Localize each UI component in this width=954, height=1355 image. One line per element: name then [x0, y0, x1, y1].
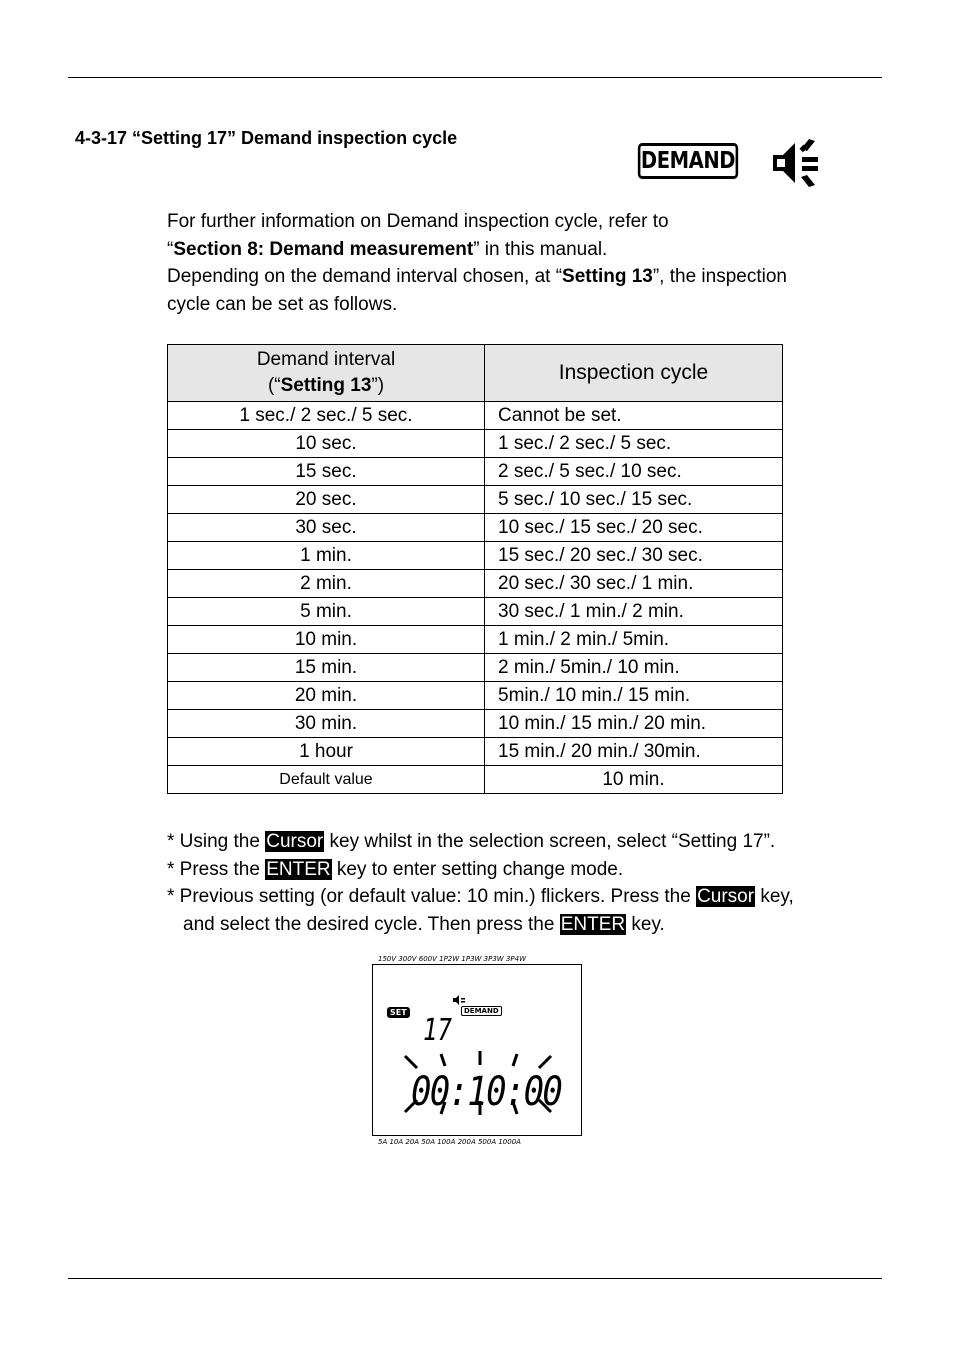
header-demand-interval-bold: Setting 13 — [280, 375, 372, 396]
table-row — [168, 738, 783, 766]
instruction-3 — [167, 883, 867, 911]
table-row — [168, 514, 783, 542]
section-heading: 4-3-17 “Setting 17” Demand inspection cycle — [75, 128, 458, 148]
speaker-icon — [771, 139, 821, 187]
instruction-1 — [167, 828, 867, 856]
cycle-cell: 20 sec./ 30 sec./ 1 min. — [485, 570, 783, 598]
instruction-3-pre: * Previous setting (or default value: 10 min.) flickers. Press the — [167, 886, 697, 907]
instruction-2-pre: * Press the — [167, 858, 266, 880]
table-body — [168, 402, 783, 794]
intro-line-1: For further information on Demand inspection cycle, refer to — [167, 211, 669, 232]
header-demand-interval-post: ”) — [371, 375, 385, 396]
instruction-2 — [167, 856, 867, 884]
lcd-cycle-value: 00:10:00 — [411, 1069, 562, 1115]
default-label-cell: Default value — [168, 766, 485, 794]
cycle-cell: 1 min./ 2 min./ 5min. — [485, 626, 783, 654]
header-demand-interval-pre: (“ — [267, 375, 281, 396]
interval-cell: 20 min. — [168, 682, 485, 710]
inspection-cycle-table — [167, 344, 783, 794]
cursor-key-label: Cursor — [266, 831, 324, 852]
lcd-screen — [372, 964, 582, 1136]
cycle-cell: 5min./ 10 min./ 15 min. — [485, 682, 783, 710]
cycle-cell: 10 min./ 15 min./ 20 min. — [485, 710, 783, 738]
header-demand-interval — [168, 345, 485, 402]
demand-badge-label: DEMAND — [640, 148, 736, 174]
interval-cell: 15 sec. — [168, 458, 485, 486]
intro-line-2-post: ” in this manual. — [473, 238, 608, 260]
lcd-current-labels: 5A 10A 20A 50A 100A 200A 500A 1000A — [378, 1138, 521, 1146]
interval-cell: 1 hour — [168, 738, 485, 766]
table-row — [168, 598, 783, 626]
header-demand-interval-line1: Demand interval — [256, 349, 396, 370]
lcd-display-illustration — [372, 955, 584, 1147]
cycle-cell: 2 min./ 5min./ 10 min. — [485, 654, 783, 682]
table-row — [168, 570, 783, 598]
interval-cell: 15 min. — [168, 654, 485, 682]
interval-cell: 1 sec./ 2 sec./ 5 sec. — [168, 402, 485, 430]
table-row — [168, 654, 783, 682]
instruction-4-post: key. — [626, 913, 665, 935]
instruction-1-pre: * Using the — [167, 831, 266, 852]
demand-badge-icon — [638, 143, 738, 179]
cycle-cell: 30 sec./ 1 min./ 2 min. — [485, 598, 783, 626]
table-row — [168, 402, 783, 430]
intro-line-3-post: ”, the inspection — [652, 266, 787, 287]
cycle-cell: 15 min./ 20 min./ 30min. — [485, 738, 783, 766]
table-row — [168, 542, 783, 570]
cycle-cell: 15 sec./ 20 sec./ 30 sec. — [485, 542, 783, 570]
intro-line-3 — [167, 263, 867, 291]
intro-line-4: cycle can be set as follows. — [167, 293, 398, 315]
lcd-voltage-labels: 150V 300V 600V 1P2W 1P3W 3P3W 3P4W — [378, 955, 526, 963]
enter-key-label: ENTER — [266, 858, 331, 880]
instruction-4 — [167, 911, 867, 939]
intro-paragraph — [167, 208, 867, 318]
header-rule — [68, 77, 882, 78]
cycle-cell: 10 sec./ 15 sec./ 20 sec. — [485, 514, 783, 542]
cycle-cell: 2 sec./ 5 sec./ 10 sec. — [485, 458, 783, 486]
cycle-cell: 1 sec./ 2 sec./ 5 sec. — [485, 430, 783, 458]
default-row — [168, 766, 783, 794]
lcd-set-indicator: SET — [387, 1007, 410, 1018]
footer-rule — [68, 1278, 882, 1279]
header-inspection-cycle: Inspection cycle — [485, 345, 783, 402]
interval-cell: 30 min. — [168, 710, 485, 738]
instruction-3-post: key, — [755, 886, 794, 907]
cycle-cell: 5 sec./ 10 sec./ 15 sec. — [485, 486, 783, 514]
cursor-key-label: Cursor — [697, 886, 755, 907]
intro-line-2-pre: “ — [167, 238, 174, 260]
table-row — [168, 626, 783, 654]
intro-line-3-bold: Setting 13 — [562, 266, 653, 287]
interval-cell: 10 min. — [168, 626, 485, 654]
table-header-row — [168, 345, 783, 402]
table-row — [168, 430, 783, 458]
instruction-4-pre: and select the desired cycle. Then press the — [183, 913, 560, 935]
lcd-setting-number: 17 — [423, 1013, 452, 1048]
interval-cell: 20 sec. — [168, 486, 485, 514]
enter-key-label: ENTER — [560, 913, 626, 935]
interval-cell: 2 min. — [168, 570, 485, 598]
intro-line-2 — [167, 236, 867, 264]
cycle-cell: Cannot be set. — [485, 402, 783, 430]
interval-cell: 1 min. — [168, 542, 485, 570]
intro-line-2-bold: Section 8: Demand measurement — [173, 238, 474, 260]
table-row — [168, 458, 783, 486]
instruction-2-post: key to enter setting change mode. — [331, 858, 624, 880]
lcd-demand-indicator: DEMAND — [461, 1006, 502, 1016]
instruction-1-post: key whilst in the selection screen, select “Setting 17”. — [324, 831, 776, 852]
table-row — [168, 682, 783, 710]
intro-line-3-pre: Depending on the demand interval chosen, at “ — [167, 266, 563, 287]
interval-cell: 30 sec. — [168, 514, 485, 542]
interval-cell: 10 sec. — [168, 430, 485, 458]
default-value-cell: 10 min. — [485, 766, 783, 794]
table-row — [168, 710, 783, 738]
interval-cell: 5 min. — [168, 598, 485, 626]
table-row — [168, 486, 783, 514]
instruction-list — [167, 828, 867, 938]
